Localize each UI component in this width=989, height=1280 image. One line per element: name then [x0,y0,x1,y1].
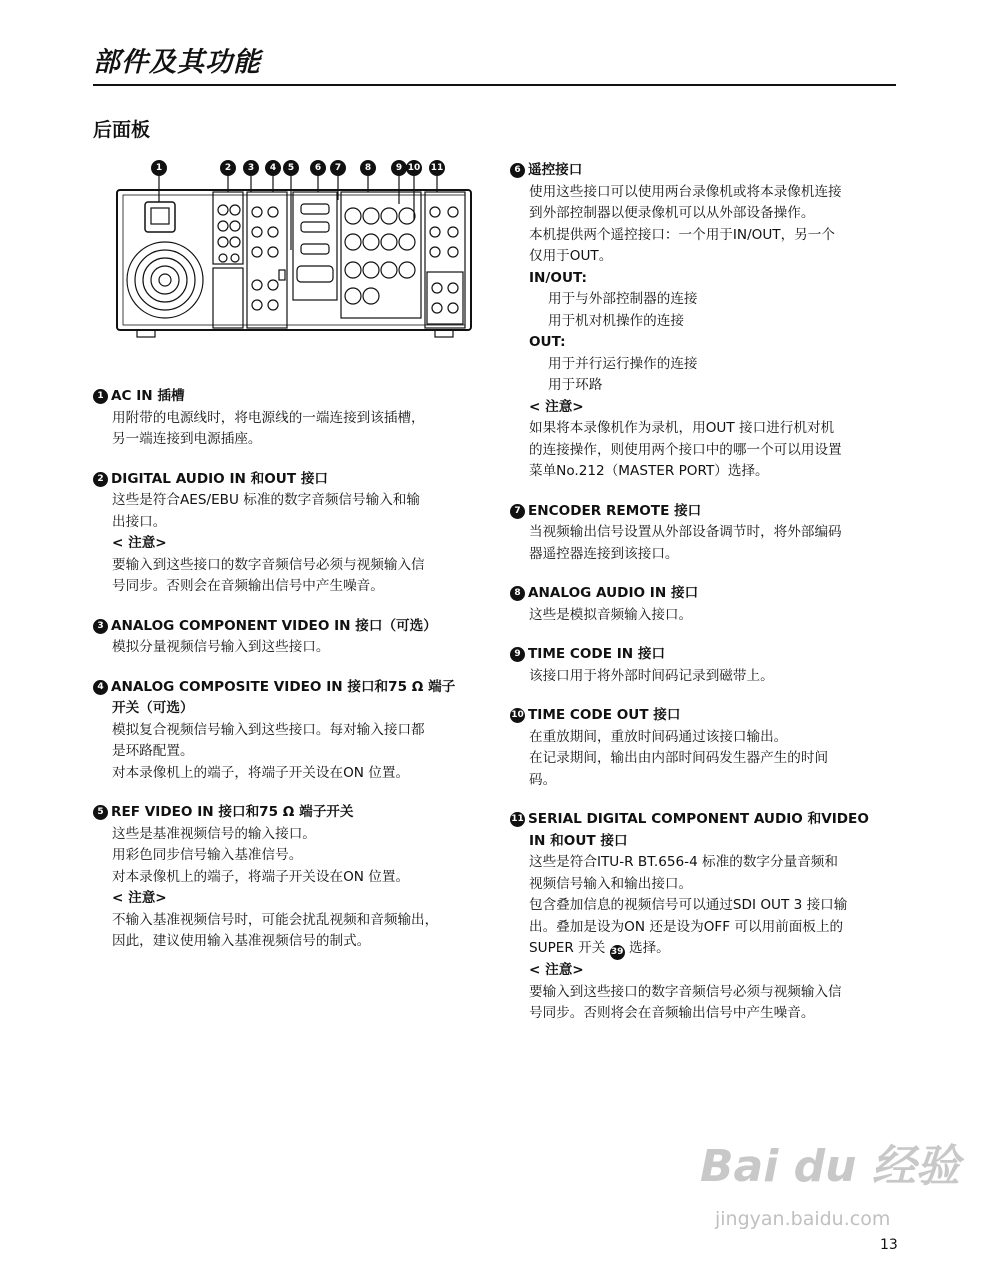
body-line: 用附带的电源线时，将电源线的一端连接到该插槽， [112,409,425,426]
callout-1: 1 [151,160,167,176]
note-line: 号同步。否则将会在音频输出信号中产生噪音。 [529,1005,815,1022]
item-analog-composite [93,677,493,785]
number-badge: 1 [93,389,108,404]
note-line: 号同步。否则会在音频输出信号中产生噪音。 [112,578,384,594]
callout-11: 11 [429,160,445,176]
body-line: 这些是符合ITU-R BT.656-4 标准的数字分量音频和 [529,854,838,870]
body-line: 包含叠加信息的视频信号可以通过SDI OUT 3 接口输 [529,897,848,913]
number-badge: 7 [510,504,525,519]
body-line: 出接口。 [112,513,167,530]
item-title: REF VIDEO IN 接口和75 Ω 端子开关 [111,804,354,820]
item-ac-in [93,386,493,451]
body-line: 对本录像机上的端子，将端子开关设在ON 位置。 [112,764,410,781]
item-time-code-in [510,644,910,687]
body-line: 是环路配置。 [112,743,194,759]
body-line: 码。 [529,771,557,788]
title-rule [93,84,896,86]
item-title: ANALOG COMPOSITE VIDEO IN 接口和75 Ω 端子 [111,678,456,695]
watermark-brand: Bai du 经验 [700,1141,960,1192]
body-line: 在重放期间，重放时间码通过该接口输出。 [529,728,788,745]
body-line: 这些是符合AES/EBU 标准的数字音频信号输入和输 [112,492,420,508]
note-line: 菜单No.212（MASTER PORT）选择。 [529,463,769,479]
note-label: < 注意> [529,398,584,415]
callout-5: 5 [283,160,299,176]
body-line: 另一端连接到电源插座。 [112,431,262,447]
note-line: 要输入到这些接口的数字音频信号必须与视频输入信 [112,556,425,573]
number-badge: 4 [93,680,108,695]
body-line: 在记录期间，输出由内部时间码发生器产生的时间 [529,750,829,766]
number-badge: 2 [93,472,108,487]
callout-4: 4 [265,160,281,176]
note-line: 如果将本录像机作为录机，用OUT 接口进行机对机 [529,420,835,436]
body-line: 到外部控制器以便录像机可以从外部设备操作。 [529,205,815,221]
rear-panel-diagram [113,160,478,345]
number-badge: 9 [510,647,525,662]
item-analog-component [93,616,493,659]
item-title: AC IN 插槽 [111,388,185,404]
body-line: 模拟分量视频信号输入到这些接口。 [112,639,330,655]
number-badge: 8 [510,586,525,601]
note-label: < 注意> [529,962,584,979]
item-title: ANALOG AUDIO IN 接口 [528,585,699,601]
note-line: 要输入到这些接口的数字音频信号必须与视频输入信 [529,983,842,1000]
item-analog-audio [510,583,910,626]
sub-line: 用于与外部控制器的连接 [548,291,698,307]
number-badge: 5 [93,805,108,820]
callout-8: 8 [360,160,376,176]
item-title: ANALOG COMPONENT VIDEO IN 接口（可选） [111,617,437,634]
item-ref-video [93,802,493,953]
callout-6: 6 [310,160,326,176]
body-line-super [529,938,910,960]
body-line: 用彩色同步信号输入基准信号。 [112,847,303,863]
item-sdi [510,809,910,1025]
page-number: 13 [880,1237,898,1253]
sub-label-out: OUT: [529,334,566,350]
item-title: TIME CODE IN 接口 [528,646,666,662]
callout-3: 3 [243,160,259,176]
page-title: 部件及其功能 [93,47,261,78]
item-title: TIME CODE OUT 接口 [528,707,681,723]
item-title: DIGITAL AUDIO IN 和OUT 接口 [111,470,329,487]
number-badge: 3 [93,619,108,634]
item-digital-audio [93,469,493,598]
body-line: 模拟复合视频信号输入到这些接口。每对输入接口都 [112,721,425,738]
baidu-watermark [700,1130,960,1240]
item-title-cont: 开关（可选） [112,700,194,716]
body-line: 这些是基准视频信号的输入接口。 [112,825,316,842]
sub-line: 用于并行运行操作的连接 [548,355,698,372]
note-line: 的连接操作，则使用两个接口中的哪一个可以用设置 [529,441,842,458]
watermark-url: jingyan.baidu.com [715,1208,891,1230]
section-title: 后面板 [93,119,151,141]
item-title-cont: IN 和OUT 接口 [529,832,628,849]
callout-10: 10 [406,160,422,176]
item-encoder-remote [510,501,910,566]
item-title: 遥控接口 [528,162,583,178]
note-label: < 注意> [112,890,167,906]
callout-7: 7 [330,160,346,176]
body-line: 仅用于OUT。 [529,248,613,264]
callout-9: 9 [391,160,407,176]
item-title: SERIAL DIGITAL COMPONENT AUDIO 和VIDEO [528,811,869,827]
body-line: 出。叠加是设为ON 还是设为OFF 可以用前面板上的 [529,918,844,935]
item-title: ENCODER REMOTE 接口 [528,502,702,519]
item-remote [510,160,910,483]
sub-label-in-out: IN/OUT: [529,269,587,286]
super-ref-badge: 39 [610,945,625,960]
body-line: 这些是模拟音频输入接口。 [529,606,693,623]
left-column [93,386,493,971]
body-line: 器遥控器连接到该接口。 [529,545,679,562]
super-text-end: 选择。 [628,940,670,956]
body-line: 本机提供两个遥控接口：一个用于IN/OUT，另一个 [529,226,835,243]
note-line: 因此，建议使用输入基准视频信号的制式。 [112,933,371,949]
super-text: SUPER 开关 [529,940,606,956]
note-label: < 注意> [112,535,167,551]
body-line: 使用这些接口可以使用两台录像机或将本录像机连接 [529,183,842,200]
number-badge: 11 [510,812,525,827]
body-line: 当视频输出信号设置从外部设备调节时，将外部编码 [529,524,842,540]
item-time-code-out [510,705,910,791]
callout-2: 2 [220,160,236,176]
sub-line: 用于机对机操作的连接 [548,312,684,329]
number-badge: 6 [510,163,525,178]
sub-line: 用于环路 [548,377,603,393]
note-line: 不输入基准视频信号时，可能会扰乱视频和音频输出， [112,911,439,928]
body-line: 对本录像机上的端子，将端子开关设在ON 位置。 [112,868,410,885]
body-line: 该接口用于将外部时间码记录到磁带上。 [529,667,774,684]
body-line: 视频信号输入和输出接口。 [529,875,693,892]
right-column [510,160,910,1043]
number-badge: 10 [510,708,525,723]
